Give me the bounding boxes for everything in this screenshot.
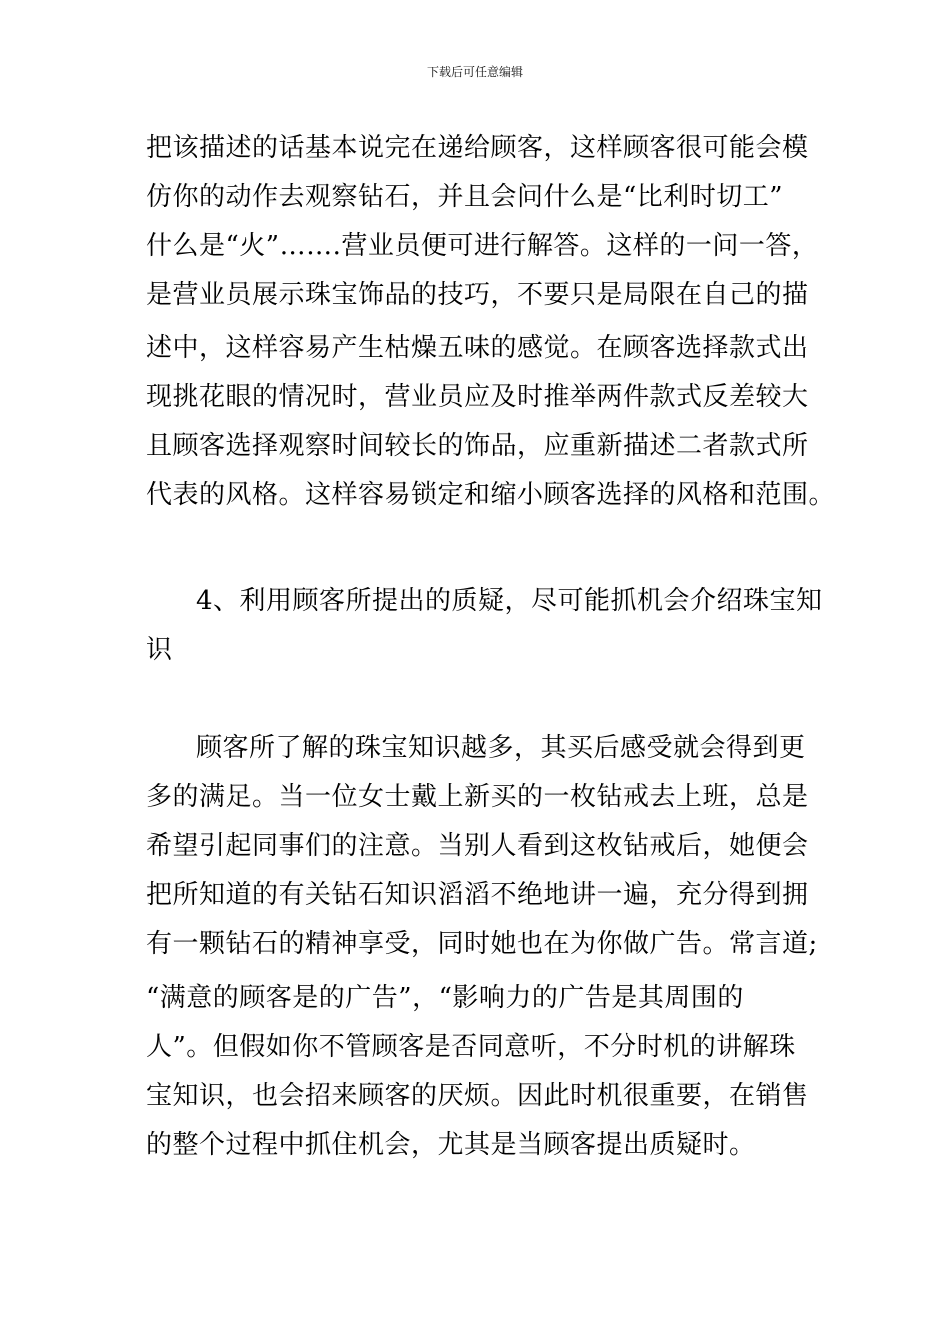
paragraph-line: 把该描述的话基本说完在递给顾客，这样顾客很可能会模 bbox=[146, 133, 809, 163]
paragraph-line: “满意的顾客是的广告”，“影响力的广告是其周围的 bbox=[146, 983, 744, 1013]
paragraph-line: 宝知识，也会招来顾客的厌烦。因此时机很重要，在销售 bbox=[146, 1081, 809, 1111]
paragraph-line: 是营业员展示珠宝饰品的技巧，不要只是局限在自己的描 bbox=[146, 280, 809, 310]
paragraph-line: 的整个过程中抓住机会，尤其是当顾客提出质疑时。 bbox=[146, 1130, 756, 1160]
paragraph-line: 有一颗钻石的精神享受，同时她也在为你做广告。常言道; bbox=[146, 929, 818, 959]
paragraph-line: 把所知道的有关钻石知识滔滔不绝地讲一遍，充分得到拥 bbox=[146, 880, 809, 910]
paragraph-line: 多的满足。当一位女士戴上新买的一枚钻戒去上班，总是 bbox=[146, 782, 809, 812]
paragraph-line: 代表的风格。这样容易锁定和缩小顾客选择的风格和范围。 bbox=[146, 480, 836, 510]
paragraph-line: 仿你的动作去观察钻石，并且会问什么是“比利时切工” bbox=[146, 182, 784, 212]
section-heading-continued: 识 bbox=[146, 635, 173, 665]
page-header: 下载后可任意编辑 bbox=[426, 65, 523, 79]
paragraph-line: 述中，这样容易产生枯燥五味的感觉。在顾客选择款式出 bbox=[146, 333, 809, 363]
paragraph-line: 且顾客选择观察时间较长的饰品，应重新描述二者款式所 bbox=[146, 431, 809, 461]
section-heading: 4、利用顾客所提出的质疑，尽可能抓机会介绍珠宝知 bbox=[196, 586, 823, 616]
paragraph-line: 希望引起同事们的注意。当别人看到这枚钻戒后，她便会 bbox=[146, 831, 809, 861]
paragraph-line: 人”。但假如你不管顾客是否同意听，不分时机的讲解珠 bbox=[146, 1032, 796, 1062]
paragraph-line: 现挑花眼的情况时，营业员应及时推举两件款式反差较大 bbox=[146, 382, 809, 412]
paragraph-line: 顾客所了解的珠宝知识越多，其买后感受就会得到更 bbox=[196, 733, 806, 763]
paragraph-line: 什么是“火”…….营业员便可进行解答。这样的一问一答， bbox=[146, 231, 819, 261]
